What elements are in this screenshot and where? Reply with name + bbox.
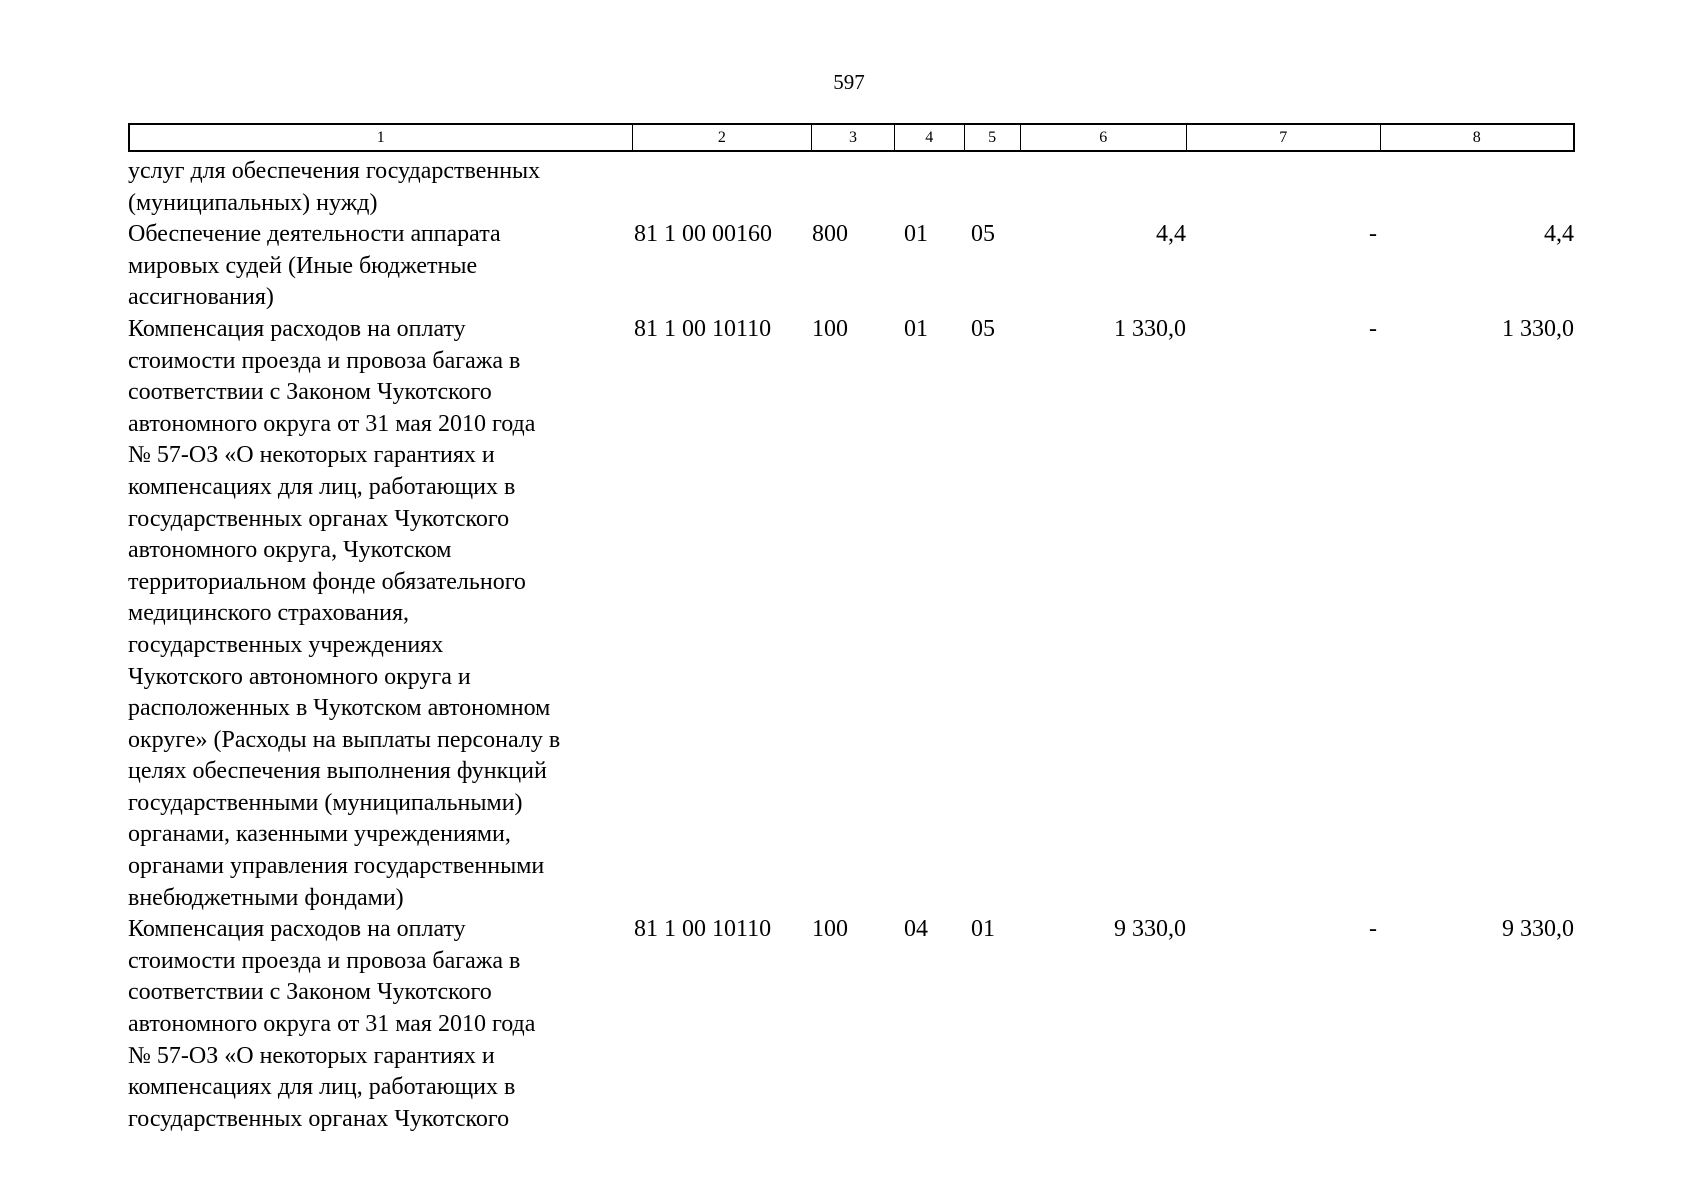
row-amount: 1 330,0 [1114, 315, 1186, 342]
row-target-code: 81 1 00 00160 [634, 221, 772, 248]
table-row [128, 219, 1575, 314]
row-expense-type: 100 [812, 916, 848, 943]
row-amount: 9 330,0 [1114, 916, 1186, 943]
column-header-8: 8 [1472, 128, 1481, 146]
column-header-5: 5 [965, 125, 1021, 150]
row-section: 04 [904, 916, 928, 943]
row-subsection: 01 [971, 916, 995, 943]
column-header-4: 4 [895, 125, 965, 150]
table-row [128, 314, 1575, 914]
column-header-6: 6 [1021, 125, 1188, 150]
row-description: услуг для обеспечения государственных (муниципальных) нужд) [128, 158, 541, 216]
column-header-7: 7 [1187, 125, 1380, 150]
row-section: 01 [904, 315, 928, 342]
page-number: 597 [833, 70, 865, 94]
row-section: 01 [904, 221, 928, 248]
row-expense-type: 800 [812, 221, 848, 248]
table-body [128, 156, 1575, 1135]
row-subsection: 05 [971, 221, 995, 248]
row-target-code: 81 1 00 10110 [634, 315, 772, 342]
row-total: 9 330,0 [1502, 916, 1574, 943]
column-header-1: 1 [130, 125, 633, 150]
row-total: 1 330,0 [1502, 315, 1574, 342]
row-subsection: 05 [971, 315, 995, 342]
table-header-row [128, 123, 1575, 152]
column-header-2: 2 [633, 125, 813, 150]
row-change: - [1369, 221, 1377, 248]
row-description: Компенсация расходов на оплату стоимости проезда и провоза багажа в соответствии с Законом Чукотского автономного округа от 31 мая 2010 года № 57-ОЗ «О некоторых гарантиях и компенсациях для лиц, работающих в государственных органах Чукотского [128, 916, 536, 1132]
row-change: - [1369, 916, 1377, 943]
column-header-3: 3 [812, 125, 895, 150]
table-row [128, 914, 1575, 1135]
row-amount: 4,4 [1156, 221, 1186, 248]
row-target-code: 81 1 00 10110 [634, 916, 772, 943]
table-row [128, 156, 1575, 219]
row-description: Компенсация расходов на оплату стоимости проезда и провоза багажа в соответствии с Законом Чукотского автономного округа от 31 мая 2010 года № 57-ОЗ «О некоторых гарантиях и компенсациях для лиц, работающих в государственных органах Чукотского автономного округа, Чукотском территориальном фонде обязательного медицинского страхования, государственных учреждениях Чукотского автономного округа и расположенных в Чукотском автономном округе» (Расходы на выплаты персоналу в целях обеспечения выполнения функций государственными (муниципальными) органами, казенными учреждениями, органами управления государственными внебюджетными фондами) [128, 315, 561, 911]
row-change: - [1369, 315, 1377, 342]
row-description: Обеспечение деятельности аппарата мировых судей (Иные бюджетные ассигнования) [128, 221, 501, 311]
row-total: 4,4 [1544, 221, 1574, 248]
row-expense-type: 100 [812, 315, 848, 342]
